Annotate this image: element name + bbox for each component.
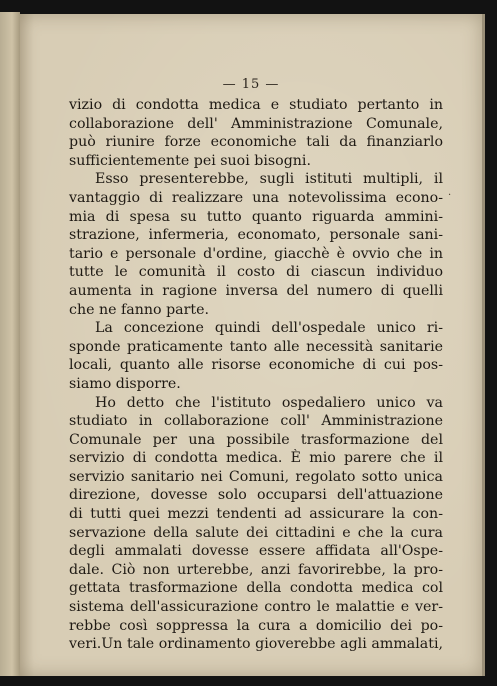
text-line: aumenta in ragione inversa del numero di quelli <box>69 282 443 299</box>
text-line: può riunire forze economiche tali da finanziarlo <box>69 134 443 151</box>
text-line: siamo disporre. <box>69 375 181 392</box>
text-line: di tutti quei mezzi tendenti ad assicurare la con- <box>69 506 443 523</box>
text-line: dale. Ciò non urterebbe, anzi favorirebbe, la pro- <box>69 561 443 578</box>
text-line: mia di spesa su tutto quanto riguarda ammini- <box>69 208 443 225</box>
text-line: che ne fanno parte. <box>69 301 209 318</box>
text-line: servazione della salute dei cittadini e che la cura <box>69 524 443 541</box>
text-line: vizio di condotta medica e studiato pertanto in <box>69 97 443 113</box>
page-number: — 15 — <box>222 77 280 92</box>
text-line: locali, quanto alle risorse economiche di cui pos- <box>69 357 443 374</box>
text-line: collaborazione dell' Amministrazione Comunale, <box>69 115 443 132</box>
text-line: rebbe così soppressa la cura a domicilio dei po- <box>69 617 443 634</box>
text-line: tario e personale d'ordine, giacchè è ovvio che in <box>69 245 443 262</box>
body-text <box>69 96 443 654</box>
text-line: sufficientemente pei suoi bisogni. <box>69 152 311 169</box>
page-edge-right <box>482 14 485 676</box>
text-line: sistema dell'assicurazione contro le malattie e ver- <box>69 599 443 616</box>
facing-page-edge <box>0 12 20 676</box>
margin-dot: · <box>448 190 452 201</box>
text-line: Esso presenterebbe, sugli istituti multipli, il <box>95 171 443 188</box>
text-line: Ho detto che l'istituto ospedaliero unico va <box>95 394 443 411</box>
text-line: degli ammalati dovesse essere affidata all'Ospe- <box>69 543 443 560</box>
text-line: veri.Un tale ordinamento gioverebbe agli ammalati, <box>69 636 443 653</box>
text-line: servizio di condotta medica. È mio parere che il <box>69 450 443 467</box>
text-line: Comunale per una possibile trasformazione del <box>69 431 443 448</box>
text-line: vantaggio di realizzare una notevolissima econo- <box>69 189 443 206</box>
text-line: direzione, dovesse solo occuparsi dell'attuazione <box>69 487 443 504</box>
text-line: La concezione quindi dell'ospedale unico ri- <box>95 320 443 337</box>
text-line: gettata trasformazione della condotta medica col <box>69 580 443 597</box>
text-line: tutte le comunità il costo di ciascun individuo <box>69 264 443 281</box>
text-line: studiato in collaborazione coll' Amministrazione <box>69 413 443 430</box>
text-line: sponde praticamente tanto alle necessità sanitarie <box>69 338 443 355</box>
text-line: strazione, infermeria, economato, personale sani- <box>69 227 443 244</box>
text-line: servizio sanitario nei Comuni, regolato sotto unica <box>69 468 443 485</box>
book-page <box>20 14 482 676</box>
